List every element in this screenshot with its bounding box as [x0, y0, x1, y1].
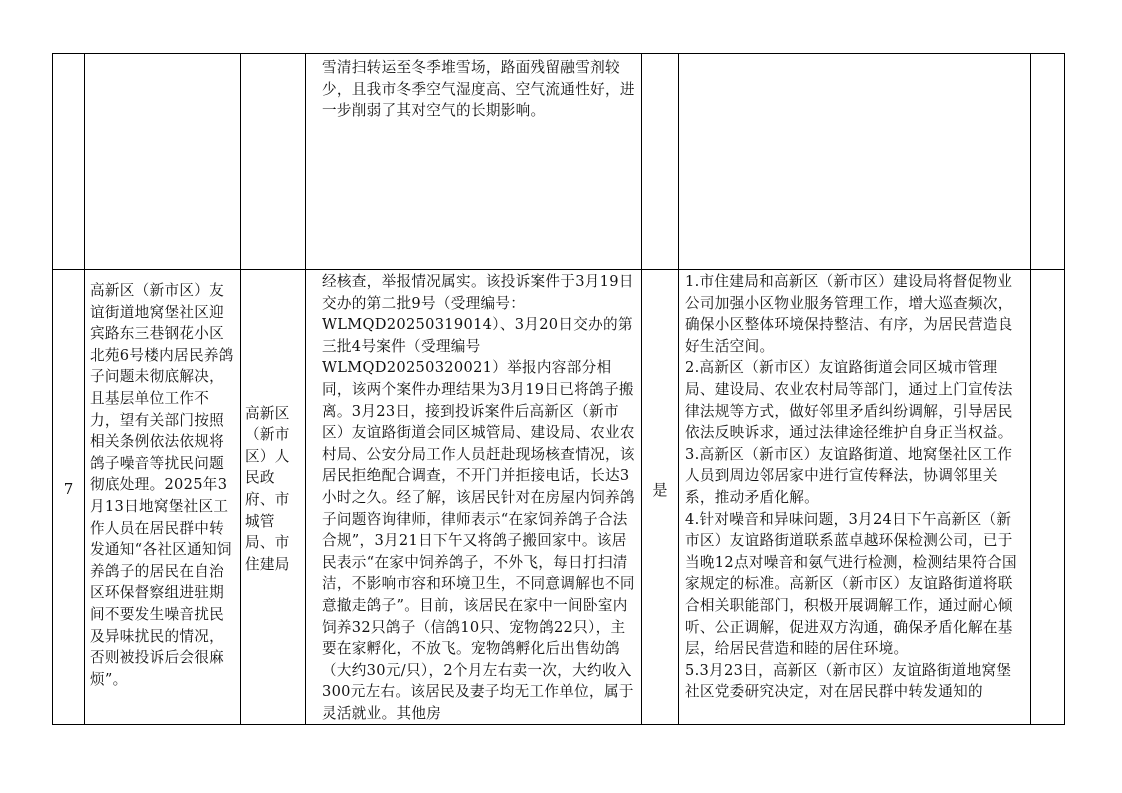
measure-item: 3.高新区（新市区）友谊路街道、地窝堡社区工作人员到周边邻居家中进行宣传释法，协调邻里关系，推动矛盾化解。: [685, 445, 1013, 506]
complaint-cell: [85, 270, 241, 725]
verified-flag: 是: [652, 480, 668, 499]
measures-cell: [679, 270, 1031, 725]
case-number: 7: [63, 480, 74, 498]
measure-item: 5.3月23日，高新区（新市区）友谊路街道地窝堡社区党委研究决定，对在居民群中转发通知的: [685, 661, 1012, 701]
complaint-cell: [85, 54, 241, 270]
responsible-unit-cell: [241, 54, 306, 270]
table-row: [53, 270, 1065, 725]
verified-cell: [642, 54, 679, 270]
verified-cell: [642, 270, 679, 725]
remarks-cell: [1031, 270, 1065, 725]
petition-table: [52, 53, 1065, 725]
measures-list: [679, 270, 1030, 703]
complaint-text: 高新区（新市区）友谊街道地窝堡社区迎宾路东三巷钢花小区北苑6号楼内居民养鸽子问题未彻底解决，且基层单位工作不力，望有关部门按照相关条例依法依规将鸽子噪音等扰民问题彻底处理。2025年3月13日地窝堡社区工作人员在居民群中转发通知“各社区通知饲养鸽子的居民在自治区环保督察组进驻期间不要发生噪音扰民及异味扰民的情况，否则被投诉后会很麻烦”。: [90, 282, 234, 688]
table-row: [53, 54, 1065, 270]
measures-cell: [679, 54, 1031, 270]
index-cell: [53, 54, 85, 270]
investigation-text: 雪清扫转运至冬季堆雪场，路面残留融雪剂较少，且我市冬季空气湿度高、空气流通性好，进一步削弱了其对空气的长期影响。: [322, 59, 635, 120]
responsible-unit-text: 高新区（新市区）人民政府、市城管局、市住建局: [245, 404, 290, 573]
investigation-cell: [306, 270, 642, 725]
measure-item: 1.市住建局和高新区（新市区）建设局将督促物业公司加强小区物业服务管理工作，增大巡查频次，确保小区整体环境保持整洁、有序，为居民营造良好生活空间。: [685, 273, 1013, 355]
remarks-cell: [1031, 54, 1065, 270]
measure-item: 2.高新区（新市区）友谊路街道会同区城市管理局、建设局、农业农村局等部门，通过上门宣传法律法规等方式，做好邻里矛盾纠纷调解，引导居民依法反映诉求，通过法律途径维护自身正当权益。: [685, 359, 1013, 442]
investigation-cell: [306, 54, 642, 270]
measure-item: 4.针对噪音和异味问题，3月24日下午高新区（新市区）友谊路街道联系蓝卓越环保检测公司，已于当晚12点对噪音和氨气进行检测，检测结果符合国家规定的标准。高新区（新市区）友谊路街道将联合相关职能部门，积极开展调解工作，通过耐心倾听、公正调解，促进双方沟通，确保矛盾化解在基层，给居民营造和睦的居住环境。: [685, 510, 1017, 658]
responsible-unit-cell: [241, 270, 306, 725]
index-cell: [53, 270, 85, 725]
investigation-text: 经核查，举报情况属实。该投诉案件于3月19日交办的第二批9号（受理编号：WLMQD20250319014）、3月20日交办的第三批4号案件（受理编号WLMQD20250320021）举报内容部分相同，该两个案件办理结果为3月19日已将鸽子搬离。3月23日，接到投诉案件后高新区（新市区）友谊路街道会同区城管局、建设局、农业农村局、公安分局工作人员赶赴现场核查情况，该居民拒绝配合调查，不开门并拒接电话，长达3小时之久。经了解，该居民针对在房屋内饲养鸽子问题咨询律师，律师表示“在家饲养鸽子合法合规”，3月21日下午又将鸽子搬回家中。该居民表示“在家中饲养鸽子，不外飞，每日打扫清洁，不影响市容和环境卫生，不同意调解也不同意撤走鸽子”。目前，该居民在家中一间卧室内饲养32只鸽子（信鸽10只、宠物鸽22只），主要在家孵化，不放飞。宠物鸽孵化后出售幼鸽（大约30元/只），2个月左右卖一次，大约收入300元左右。该居民及妻子均无工作单位，属于灵活就业。其他房: [322, 273, 635, 722]
